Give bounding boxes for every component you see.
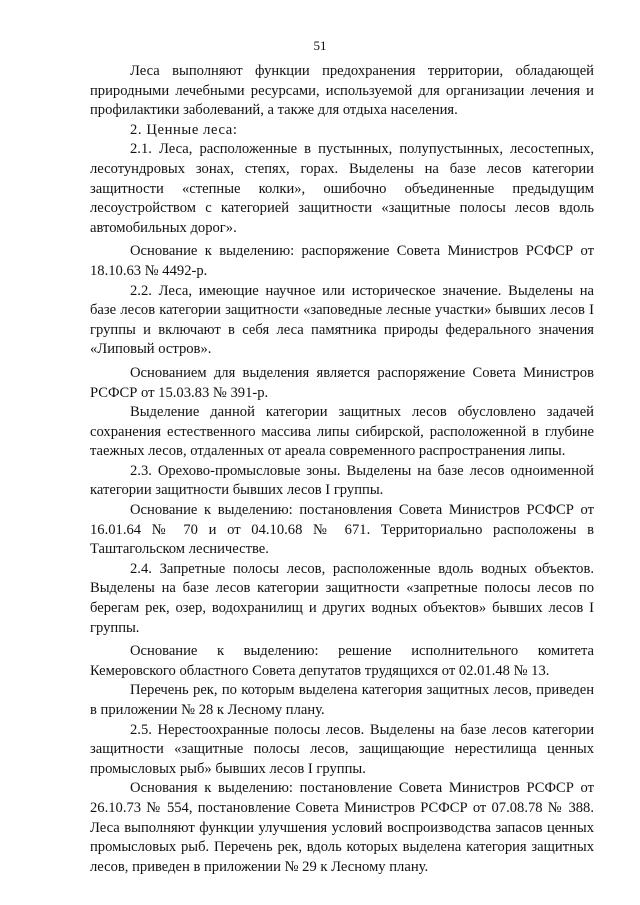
- paragraph-2-5: 2.5. Нерестоохранные полосы лесов. Выделены на базе лесов категории защитности «защитные полосы лесов, защищающие нерестилища ценных промысловых рыб» бывших лесов I группы.: [90, 721, 594, 777]
- page-number: 51: [313, 38, 327, 53]
- section-heading-valuable-forests: 2. Ценные леса:: [130, 121, 238, 138]
- paragraph-2-3-basis: Основание к выделению: постановления Совета Министров РСФСР от 16.01.64 № 70 и от 04.10.68 № 671. Территориально расположены в Таштагольском лесничестве.: [90, 502, 594, 558]
- paragraph-2-4-basis: Основание к выделению: решение исполнительного комитета Кемеровского областного Совета депутатов трудящихся от 02.01.48 № 13.: [90, 643, 594, 679]
- paragraph-recreation-forests: Леса выполняют функции предохранения территории, обладающей природными лечебными ресурсами, используемой для организации лечения и профилактики заболеваний, а также для отдыха населения.: [90, 63, 594, 119]
- paragraph-2-3: 2.3. Орехово-промысловые зоны. Выделены на базе лесов одноименной категории защитности бывших лесов I группы.: [90, 462, 594, 499]
- paragraph-2-1: 2.1. Леса, расположенные в пустынных, полупустынных, лесостепных, лесотундровых зонах, степях, горах. Выделены на базе лесов категории защитности «степные колки», ошибочно объединенные предыдущим лесоустройством с категорией защитности «защитные полосы лесов вдоль автомобильных дорог».: [90, 141, 594, 236]
- paragraph-2-5-basis: Основания к выделению: постановление Совета Министров РСФСР от 26.10.73 № 554, постановление Совета Министров РСФСР от 07.08.78 № 388. Леса выполняют функции улучшения условий воспроизводства запасов ценных промысловых рыб. Перечень рек, вдоль которых выделена категория защитных лесов, приведен в приложении № 29 к Лесному плану.: [90, 780, 594, 875]
- paragraph-2-2-rationale: Выделение данной категории защитных лесов обусловлено задачей сохранения естественного массива липы сибирской, расположенной в глубине таежных лесов, отдаленных от ареала современного распространения липы.: [90, 404, 594, 460]
- body-text: [90, 62, 594, 877]
- paragraph-2-4: 2.4. Запретные полосы лесов, расположенные вдоль водных объектов. Выделены на базе лесов категории защитности «запретные полосы лесов по берегам рек, озер, водохранилищ и других водных объектов» бывших лесов I группы.: [90, 560, 594, 636]
- paragraph-2-1-basis: Основание к выделению: распоряжение Совета Министров РСФСР от 18.10.63 № 4492-р.: [90, 243, 594, 279]
- paragraph-2-4-river-list: Перечень рек, по которым выделена категория защитных лесов, приведен в приложении № 28 к Лесному плану.: [90, 682, 594, 718]
- paragraph-2-2-basis: Основанием для выделения является распоряжение Совета Министров РСФСР от 15.03.83 № 391-р.: [90, 364, 594, 401]
- paragraph-2-2: 2.2. Леса, имеющие научное или историческое значение. Выделены на базе лесов категории защитности «заповедные лесные участки» бывших лесов I группы и включают в себя леса памятника природы федерального значения «Липовый остров».: [90, 282, 594, 358]
